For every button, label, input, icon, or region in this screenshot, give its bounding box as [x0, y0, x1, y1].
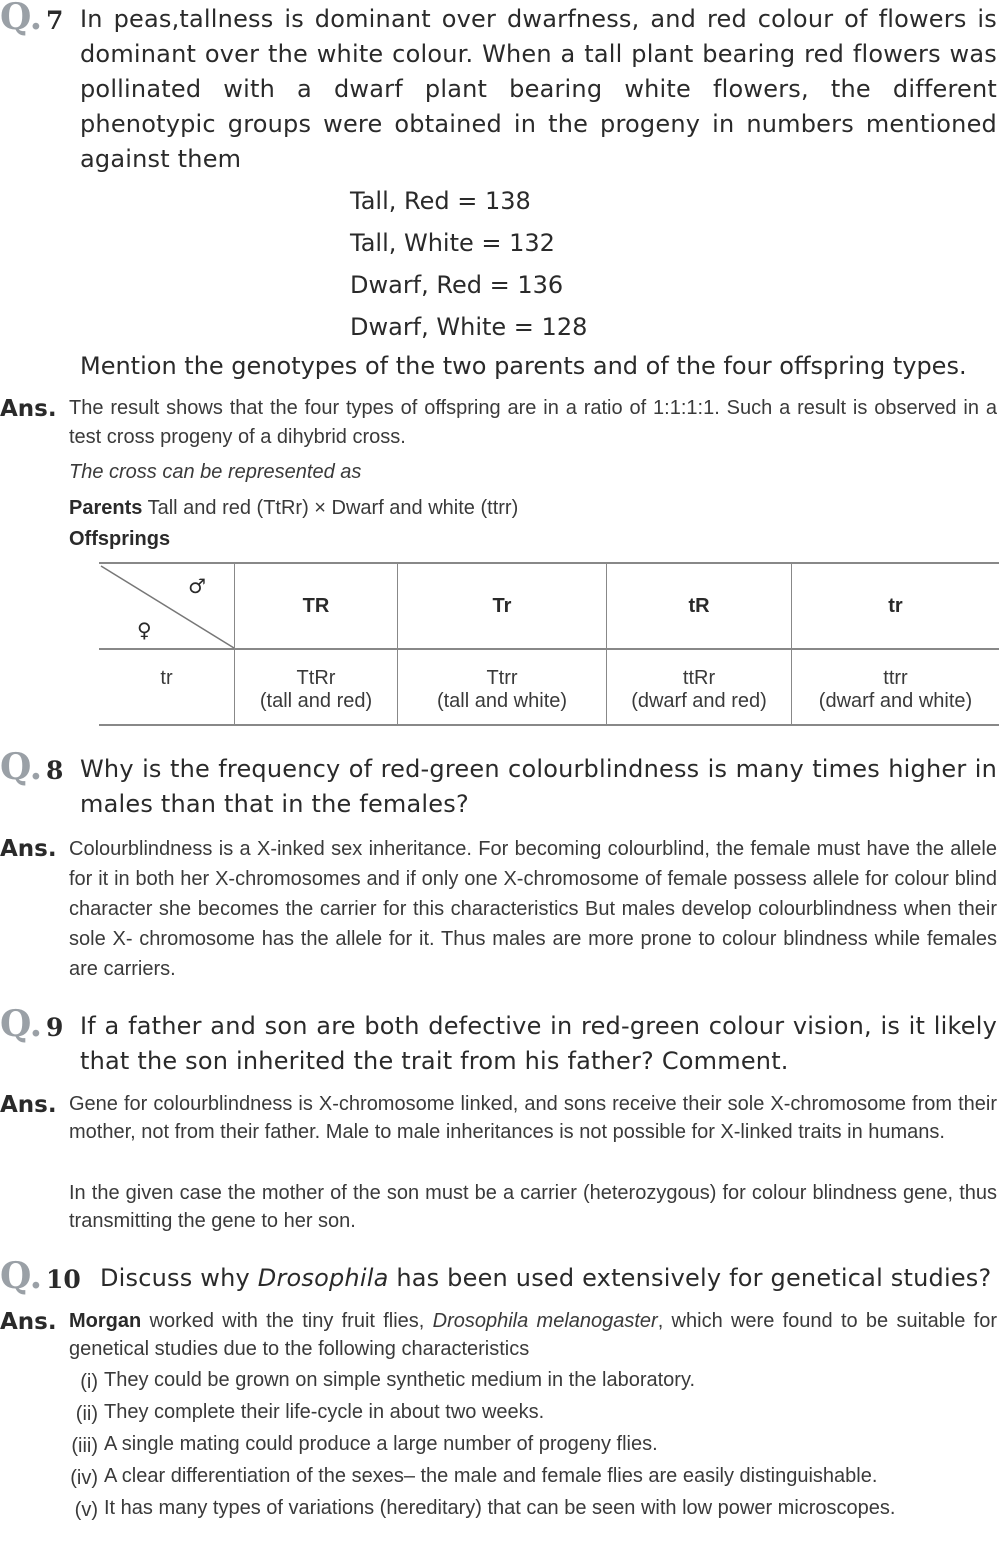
list-item: [60, 1430, 997, 1462]
phenotype-item: Dwarf, White = 128: [350, 313, 588, 341]
cross-table: [99, 562, 999, 726]
question-7-text: In peas,tallness is dominant over dwarfness, and red colour of flowers is dominant over the white colour. When a tall plant bearing red flowers was pollinated with a dwarf plant bearing white flowers, the different phenotypic groups were obtained in the progeny in numbers mentioned against them: [80, 5, 997, 173]
genotype-cell: ttRr: [607, 649, 792, 690]
cross-table-header-row: [99, 563, 999, 649]
characteristics-list: [60, 1366, 997, 1526]
female-symbol-icon: ♀: [137, 618, 152, 642]
answer-10: [0, 1307, 999, 1363]
question-9-text: If a father and son are both defective in red-green colour vision, is it likely that the son inherited the trait from his father? Comment.: [80, 1012, 997, 1075]
phenotype-item: Tall, White = 132: [350, 229, 555, 257]
list-item: [60, 1494, 997, 1526]
male-gamete-header: Tr: [398, 563, 607, 649]
parents-label: Parents: [69, 497, 143, 519]
list-item-text: A single mating could produce a large number of progeny flies.: [104, 1433, 658, 1455]
answer-8: [0, 834, 999, 984]
answer-10-text: [69, 1307, 997, 1363]
male-gamete-header: tR: [607, 563, 792, 649]
list-item: [60, 1366, 997, 1398]
question-8-text: Why is the frequency of red-green colourblindness is many times higher in males than that in the females?: [80, 755, 997, 818]
phenotype-cell: (tall and white): [398, 690, 607, 725]
list-item: [60, 1398, 997, 1430]
question-number: 9: [46, 1013, 64, 1042]
answer-10-ital: Drosophila melanogaster: [432, 1310, 658, 1332]
phenotype-cell: (tall and red): [235, 690, 398, 725]
answer-label: Ans.: [0, 836, 57, 862]
male-gamete-header: TR: [235, 563, 398, 649]
q-mark: Q.: [0, 746, 43, 788]
list-item-text: A clear differentiation of the sexes– the male and female flies are easily distinguishable.: [104, 1465, 878, 1487]
list-item-text: They complete their life-cycle in about two weeks.: [104, 1401, 545, 1423]
q-mark: Q.: [0, 0, 43, 38]
question-10-text-pre: Discuss why: [100, 1264, 258, 1292]
male-gamete-header: tr: [792, 563, 999, 649]
question-10-text-post: has been used extensively for genetical studies?: [388, 1264, 992, 1292]
answer-10-pre: worked with the tiny fruit flies,: [141, 1310, 433, 1332]
list-item-number: (iii): [71, 1435, 98, 1457]
list-item: [60, 1462, 997, 1494]
phenotype-cell: (dwarf and white): [792, 690, 999, 725]
answer-label: Ans.: [0, 396, 57, 422]
answer-label: Ans.: [0, 1092, 57, 1118]
question-8: [0, 746, 999, 818]
question-number: 8: [46, 756, 64, 785]
parents-text: Tall and red (TtRr) × Dwarf and white (ttrr): [147, 497, 519, 519]
question-9: [0, 1003, 999, 1075]
male-symbol-icon: ♂: [188, 574, 206, 598]
answer-label: Ans.: [0, 1309, 57, 1335]
question-number: 10: [46, 1265, 81, 1294]
cross-note: The cross can be represented as: [69, 461, 362, 483]
genotype-cell: Ttrr: [398, 649, 607, 690]
phenotype-list: [0, 180, 999, 348]
answer-9: [0, 1090, 999, 1146]
answer-8-text: Colourblindness is a X-inked sex inheritance. For becoming colourblind, the female must have the allele for it in both her X-chromosomes and if only one X-chromosome of female possess allele for colour blind character she becomes the carrier for this characteristics But males develop colourblindness when their sole X- chromosome has the allele for it. Thus males are more prone to colour blindness while females are carriers.: [69, 838, 997, 980]
gamete-corner-cell: [99, 563, 235, 649]
answer-10-post: , which were found to be suitable for genetical studies due to the following characteristics: [69, 1310, 998, 1360]
list-item-number: (v): [74, 1499, 98, 1521]
phenotype-item: Dwarf, Red = 136: [350, 271, 564, 299]
answer-9-text: Gene for colourblindness is X-chromosome linked, and sons receive their sole X-chromosome from their mother, not from their father. Male to male inheritances is not possible for X-linked traits in humans.: [69, 1093, 997, 1143]
phenotype-cell: (dwarf and red): [607, 690, 792, 725]
answer-7-text: The result shows that the four types of offspring are in a ratio of 1:1:1:1. Such a result is observed in a test cross progeny of a dihybrid cross.: [69, 397, 997, 448]
answer-7: [0, 394, 999, 452]
question-number: 7: [46, 6, 64, 35]
genotype-cell: ttrr: [792, 649, 999, 690]
question-10-text: [100, 1261, 997, 1296]
female-gamete-cell: tr: [160, 667, 173, 689]
list-item-number: (ii): [75, 1403, 98, 1425]
list-item-text: It has many types of variations (hereditary) that can be seen with low power microscopes.: [104, 1497, 896, 1519]
answer-9-text-2: In the given case the mother of the son must be a carrier (heterozygous) for colour blindness gene, thus transmitting the gene to her son.: [69, 1182, 997, 1232]
parents-line: [69, 494, 518, 523]
question-7: [0, 0, 999, 173]
question-7-instruction: Mention the genotypes of the two parents and of the four offspring types.: [80, 352, 967, 380]
genotype-cell: TtRr: [235, 649, 398, 690]
cross-table-wrap: [0, 562, 999, 726]
answer-10-bold: Morgan: [69, 1310, 142, 1332]
corner-diagonal: [99, 564, 234, 650]
list-item-number: (iv): [70, 1467, 98, 1489]
empty-cell: [99, 690, 235, 725]
question-10-text-ital: Drosophila: [257, 1264, 389, 1292]
q-mark: Q.: [0, 1255, 43, 1297]
list-item-number: (i): [80, 1371, 98, 1393]
question-10: [0, 1255, 999, 1297]
cross-table-row: [99, 690, 999, 725]
phenotype-item: Tall, Red = 138: [350, 187, 531, 215]
q-mark: Q.: [0, 1003, 43, 1045]
offsprings-label: Offsprings: [69, 528, 171, 550]
list-item-text: They could be grown on simple synthetic medium in the laboratory.: [104, 1369, 696, 1391]
cross-table-row: [99, 649, 999, 690]
